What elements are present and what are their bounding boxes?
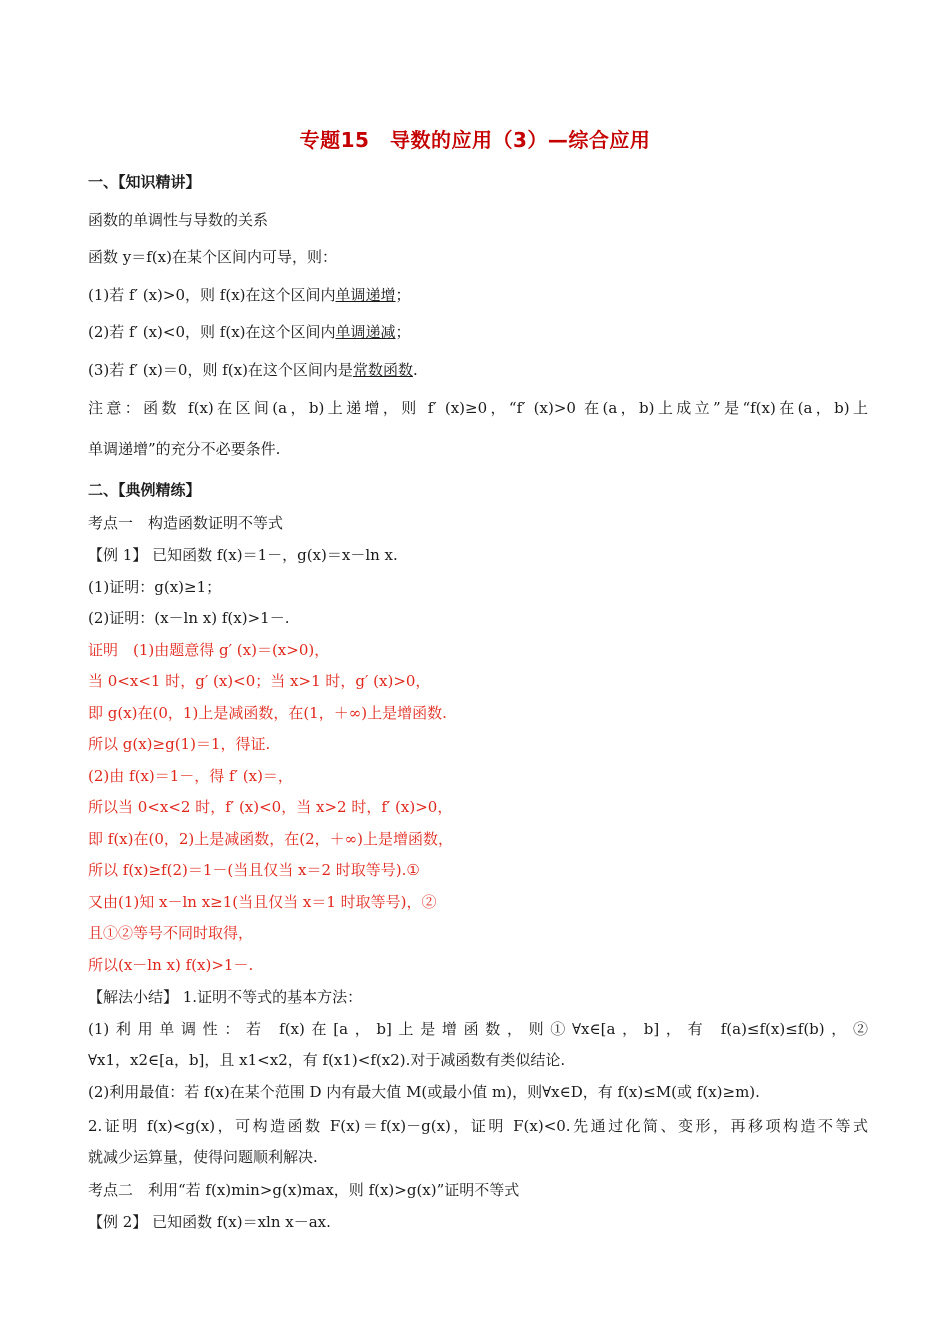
text-segment: . (412, 361, 418, 379)
underlined-term: 单调递减 (335, 323, 396, 341)
text-line: (1)利用单调性：若 f(x)在[a，b]上是增函数，则①∀x∈[a，b]，有 f(a)≤f(x)≤f(b)，② (88, 1020, 868, 1038)
text-line: 函数 y＝f(x)在某个区间内可导，则： (88, 248, 337, 266)
text-line (88, 322, 868, 342)
underlined-term: 常数函数 (352, 361, 413, 379)
text-segment: (2)若 f′ (x)<0，则 f(x)在这个区间内 (88, 323, 336, 341)
text-line: (2)利用最值：若 f(x)在某个范围 D 内有最大值 M(或最小值 m)，则∀x∈D，有 f(x)≤M(或 f(x)≥m). (88, 1083, 760, 1101)
text-line: 【例 2】 已知函数 f(x)＝xln x－ax. (88, 1213, 331, 1231)
text-line: 考点一 构造函数证明不等式 (88, 514, 284, 532)
text-line (88, 285, 868, 305)
text-line: 单调递增”的充分不必要条件. (88, 440, 281, 458)
text-segment: (1)若 f′ (x)>0，则 f(x)在这个区间内 (88, 286, 336, 304)
text-segment: ； (395, 286, 411, 304)
text-line: 【例 1】 已知函数 f(x)＝1－，g(x)＝x－ln x. (88, 546, 398, 564)
text-line: 即 g(x)在(0，1)上是减函数，在(1，＋∞)上是增函数. (88, 704, 447, 722)
text-segment: (3)若 f′ (x)＝0，则 f(x)在这个区间内是 (88, 361, 353, 379)
text-line: 且①②等号不同时取得， (88, 924, 254, 942)
text-segment: ； (395, 323, 411, 341)
page-title: 专题15 导数的应用（3）—综合应用 (299, 128, 651, 152)
text-line: 【解法小结】 1.证明不等式的基本方法： (88, 988, 363, 1006)
text-line: 所以当 0<x<2 时，f′ (x)<0，当 x>2 时，f′ (x)>0， (88, 798, 453, 816)
section-heading: 二、【典例精练】 (88, 481, 201, 499)
text-line: (1)证明：g(x)≥1； (88, 578, 222, 596)
text-line: 即 f(x)在(0，2)上是减函数，在(2，＋∞)上是增函数， (88, 830, 454, 848)
text-line: 所以(x－ln x) f(x)>1－. (88, 956, 254, 974)
text-line: 又由(1)知 x－ln x≥1(当且仅当 x＝1 时取等号)，② (88, 893, 437, 911)
text-line: 就减少运算量，使得问题顺利解决. (88, 1148, 318, 1166)
text-line: 考点二 利用“若 f(x)min>g(x)max，则 f(x)>g(x)”证明不等式 (88, 1181, 520, 1199)
text-line: 证明 (1)由题意得 g′ (x)＝(x>0)， (88, 641, 330, 659)
text-line: 所以 g(x)≥g(1)＝1，得证. (88, 735, 271, 753)
text-line: 所以 f(x)≥f(2)＝1－(当且仅当 x＝2 时取等号).① (88, 861, 420, 879)
section-heading: 一、【知识精讲】 (88, 173, 201, 191)
text-line: 函数的单调性与导数的关系 (88, 211, 269, 229)
underlined-term: 单调递增 (335, 286, 396, 304)
text-line: 注意：函数 f(x)在区间(a，b)上递增，则 f′ (x)≥0，“f′ (x)>0 在(a，b)上成立”是“f(x)在(a，b)上 (88, 399, 868, 417)
text-line: (2)证明：(x－ln x) f(x)>1－. (88, 609, 290, 627)
text-line: 2.证明 f(x)<g(x)，可构造函数 F(x)＝f(x)－g(x)，证明 F(x)<0.先通过化简、变形，再移项构造不等式 (88, 1117, 868, 1135)
text-line: ∀x1，x2∈[a，b]，且 x1<x2，有 f(x1)<f(x2).对于减函数有类似结论. (88, 1051, 566, 1069)
text-line: (2)由 f(x)＝1－，得 f′ (x)＝， (88, 767, 293, 785)
text-line (88, 360, 868, 380)
text-line: 当 0<x<1 时，g′ (x)<0；当 x>1 时，g′ (x)>0， (88, 672, 431, 690)
